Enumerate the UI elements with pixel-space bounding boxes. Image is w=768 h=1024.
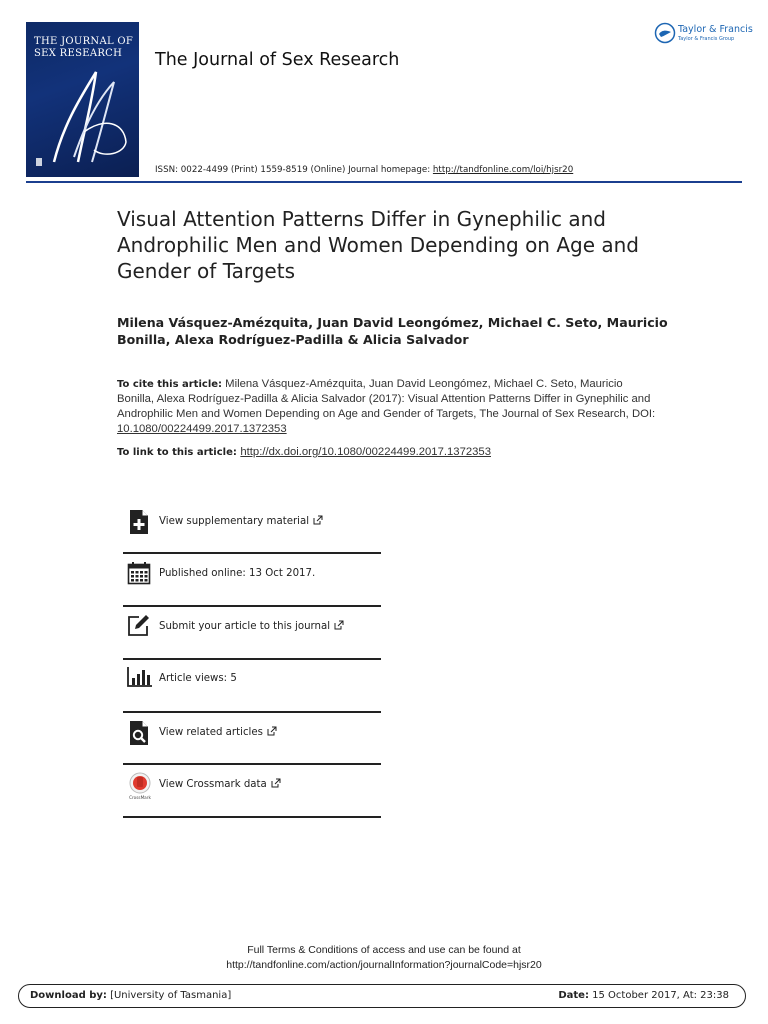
download-info-bar: [18, 984, 746, 1008]
info-item-related[interactable]: [123, 720, 381, 744]
info-item-label: View Crossmark data: [159, 779, 267, 790]
download-value: [University of Tasmania]: [106, 990, 232, 1001]
info-item-label: View related articles: [159, 727, 263, 738]
terms-notice: [0, 943, 768, 973]
download-date: [558, 990, 729, 1001]
date-value: 15 October 2017, At: 23:38: [588, 990, 729, 1001]
terms-url-link[interactable]: http://tandfonline.com/action/journalInformation?journalCode=hjsr20: [226, 959, 542, 971]
header-divider: [26, 181, 742, 183]
crossmark-icon: [127, 772, 153, 800]
journal-cover-image: [26, 22, 139, 177]
download-by: [30, 990, 231, 1001]
issn-text: ISSN: 0022-4499 (Print) 1559-8519 (Online) Journal homepage:: [155, 165, 433, 175]
cover-title-line2: SEX RESEARCH: [34, 48, 123, 59]
crossmark-caption: CrossMark: [129, 795, 151, 800]
publisher-name: Taylor & Francis: [678, 24, 753, 35]
cover-title-line1: THE JOURNAL OF: [34, 36, 134, 47]
info-item-crossmark[interactable]: [123, 772, 381, 800]
info-item-published: [123, 561, 381, 585]
cover-title: [34, 36, 134, 60]
info-item-label: Published online: 13 Oct 2017.: [159, 567, 316, 579]
cover-monogram-icon: [34, 62, 134, 172]
info-divider: [123, 658, 381, 660]
info-item-supplementary[interactable]: [123, 509, 381, 533]
citation-block: [117, 377, 662, 437]
info-divider: [123, 711, 381, 713]
date-label: Date:: [558, 990, 589, 1001]
info-divider: [123, 763, 381, 765]
publisher-logo[interactable]: [654, 22, 754, 46]
plus-document-icon: [127, 509, 153, 533]
info-divider: [123, 816, 381, 818]
doi-link[interactable]: 10.1080/00224499.2017.1372353: [117, 423, 287, 435]
article-url-link[interactable]: http://dx.doi.org/10.1080/00224499.2017.1372353: [240, 446, 491, 458]
article-authors: Milena Vásquez-Amézquita, Juan David Leongómez, Michael C. Seto, Mauricio Bonilla, Alexa Rodríguez-Padilla & Alicia Salvador: [117, 315, 668, 347]
article-link-line: [117, 446, 677, 458]
cite-label: To cite this article:: [117, 379, 223, 390]
link-label: To link to this article:: [117, 447, 241, 458]
journal-name: The Journal of Sex Research: [155, 50, 400, 70]
info-item-submit[interactable]: [123, 614, 381, 638]
info-item-label: Article views: 5: [159, 672, 237, 684]
external-link-icon: [267, 726, 277, 736]
info-item-label: View supplementary material: [159, 516, 310, 527]
external-link-icon: [271, 778, 281, 788]
info-divider: [123, 605, 381, 607]
terms-line1: Full Terms & Conditions of access and use can be found at: [247, 944, 521, 956]
bar-chart-icon: [127, 666, 153, 690]
external-link-icon: [313, 515, 323, 525]
external-link-icon: [334, 620, 344, 630]
publisher-logo-icon: [654, 22, 676, 44]
info-item-label: Submit your article to this journal: [159, 621, 331, 632]
download-label: Download by:: [30, 990, 107, 1001]
info-divider: [123, 552, 381, 554]
article-title: Visual Attention Patterns Differ in Gynephilic and Androphilic Men and Women Depending on Age and Gender of Targets: [117, 207, 640, 283]
calendar-icon: [127, 561, 153, 585]
publisher-group: Taylor & Francis Group: [678, 36, 735, 42]
info-item-views: [123, 666, 381, 690]
search-document-icon: [127, 720, 153, 744]
journal-homepage-link[interactable]: http://tandfonline.com/loi/hjsr20: [432, 165, 574, 175]
edit-icon: [127, 614, 153, 638]
cite-text: Milena Vásquez-Amézquita, Juan David Leongómez, Michael C. Seto, Mauricio Bonilla, Alexa Rodríguez-Padilla & Alicia Salvador (2017): Visual Attention Patterns Differ in Gynephilic and Androphilic Men and Women Depending on Age and Gender of Targets, The Journal of Sex Research, DOI:: [117, 378, 656, 420]
issn-line: [155, 165, 573, 175]
